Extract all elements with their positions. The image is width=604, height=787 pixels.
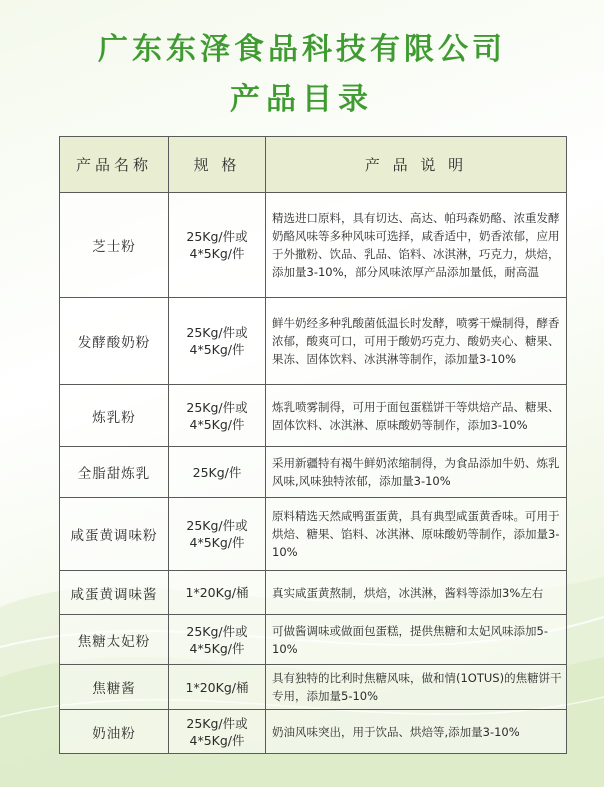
table-row: [60, 615, 567, 665]
spec-line: 1*20Kg/桶: [185, 585, 249, 600]
product-spec: [169, 665, 266, 710]
product-spec: [169, 193, 266, 298]
spec-line: 25Kg/件或: [186, 715, 248, 731]
spec-line: 4*5Kg/件: [189, 535, 245, 550]
product-description: 真实咸蛋黄熬制，烘焙，冰淇淋，酱料等添加3%左右: [266, 571, 567, 615]
catalog-title: 产品目录: [230, 82, 374, 117]
company-name: 广东东泽食品科技有限公司: [98, 32, 506, 67]
product-table: [59, 136, 567, 754]
column-header-name: 产品名称: [60, 137, 169, 193]
spec-line: 4*5Kg/件: [189, 246, 245, 261]
product-name: 焦糖酱: [60, 665, 169, 710]
product-spec: [169, 498, 266, 571]
table-row: [60, 498, 567, 571]
column-header-description: 产 品 说 明: [266, 137, 567, 193]
product-spec: [169, 710, 266, 754]
table-row: [60, 710, 567, 754]
product-name: 咸蛋黄调味粉: [60, 498, 169, 571]
table-row: [60, 571, 567, 615]
product-description: 可做酱调味或做面包蛋糕，提供焦糖和太妃风味添加5-10%: [266, 615, 567, 665]
product-name: 芝士粉: [60, 193, 169, 298]
spec-line: 4*5Kg/件: [189, 732, 245, 748]
spec-line: 25Kg/件或: [186, 229, 248, 244]
product-name: 炼乳粉: [60, 385, 169, 447]
product-name: 全脂甜炼乳: [60, 447, 169, 498]
spec-line: 25Kg/件或: [186, 623, 248, 639]
spec-line: 4*5Kg/件: [189, 342, 245, 357]
product-spec: [169, 615, 266, 665]
spec-line: 25Kg/件或: [186, 518, 248, 533]
product-name: 咸蛋黄调味酱: [60, 571, 169, 615]
product-description: 奶油风味突出，用于饮品、烘焙等,添加量3-10%: [266, 710, 567, 754]
product-spec: [169, 447, 266, 498]
product-description: 原料精选天然咸鸭蛋蛋黄，具有典型咸蛋黄香味。可用于烘焙、糖果、馅料、冰淇淋、原味酸奶等制作，添加量3-10%: [266, 498, 567, 571]
column-header-spec: 规 格: [169, 137, 266, 193]
table-row: [60, 298, 567, 385]
product-spec: [169, 571, 266, 615]
product-description: 精选进口原料，具有切达、高达、帕玛森奶酪、浓重发酵奶酪风味等多种风味可选择，咸香适中，奶香浓郁，应用于外撒粉、饮品、乳品、馅料、冰淇淋，巧克力，烘焙，添加量3-10%，部分风味浓厚产品添加量低，耐高温: [266, 193, 567, 298]
spec-line: 4*5Kg/件: [189, 416, 245, 432]
product-description: 炼乳喷雾制得，可用于面包蛋糕饼干等烘焙产品、糖果、固体饮料、冰淇淋、原味酸奶等制作，添加3-10%: [266, 385, 567, 447]
product-spec: [169, 298, 266, 385]
spec-line: 4*5Kg/件: [189, 640, 245, 656]
product-description: 具有独特的比利时焦糖风味，做和情(1OTUS)的焦糖饼干专用，添加量5-10%: [266, 665, 567, 710]
spec-line: 25Kg/件或: [186, 399, 248, 415]
spec-line: 25Kg/件: [192, 464, 242, 480]
table-row: [60, 665, 567, 710]
table-row: [60, 193, 567, 298]
product-description: 鲜牛奶经多种乳酸菌低温长时发酵，喷雾干燥制得，酵香浓郁，酸爽可口，可用于酸奶巧克力、酸奶夹心、糖果、果冻、固体饮料、冰淇淋等制作，添加量3-10%: [266, 298, 567, 385]
product-description: 采用新疆特有褐牛鲜奶浓缩制得，为食品添加牛奶、炼乳风味,风味独特浓郁，添加量3-10%: [266, 447, 567, 498]
product-spec: [169, 385, 266, 447]
table-row: [60, 447, 567, 498]
product-name: 发酵酸奶粉: [60, 298, 169, 385]
product-name: 奶油粉: [60, 710, 169, 754]
table-row: [60, 385, 567, 447]
product-name: 焦糖太妃粉: [60, 615, 169, 665]
table-header-row: [60, 137, 567, 193]
spec-line: 25Kg/件或: [186, 325, 248, 340]
spec-line: 1*20Kg/桶: [185, 679, 249, 695]
